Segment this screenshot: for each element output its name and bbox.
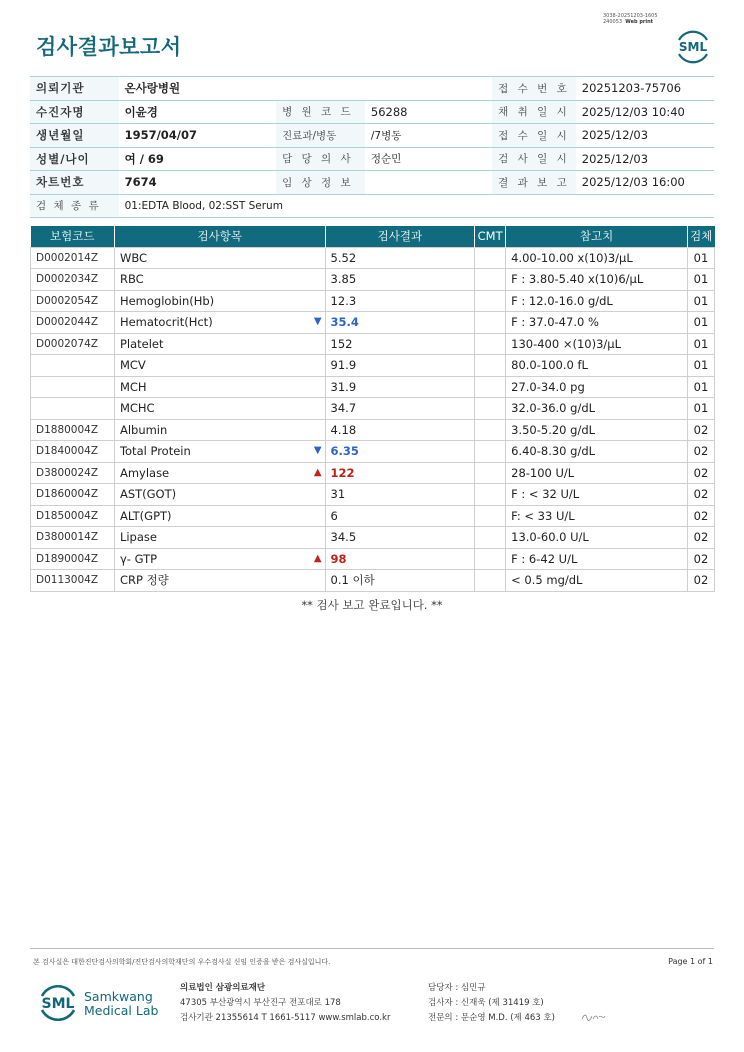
cell-specimen: 01 — [687, 247, 714, 269]
test-item-name: RBC — [119, 272, 144, 287]
organization-contact: 검사기관 21355614 T 1661-5117 www.smlab.co.kr — [180, 1013, 391, 1023]
cell-cmt — [475, 570, 506, 592]
cell-test-result: 5.52 — [325, 247, 475, 269]
sml-logo-icon — [36, 980, 80, 1024]
cell-reference-range: 3.50-5.20 g/dL — [506, 419, 688, 441]
value-collection-time: 2025/12/03 10:40 — [576, 100, 714, 124]
document-id-line1: 3038-20251203-1605 — [603, 13, 658, 19]
patient-info-table — [30, 76, 714, 218]
page-number: Page 1 of 1 — [668, 957, 713, 966]
cell-specimen: 01 — [687, 269, 714, 291]
cell-cmt — [475, 333, 506, 355]
low-flag-arrow-icon: ▼ — [313, 445, 322, 456]
label-hospital-code: 병 원 코 드 — [276, 100, 365, 124]
brand-line2: Medical Lab — [84, 1003, 159, 1018]
cell-insurance-code: D1890004Z — [31, 548, 115, 570]
cell-test-result: 91.9 — [325, 355, 475, 377]
result-row — [31, 312, 715, 334]
cell-test-result: 34.5 — [325, 527, 475, 549]
value-result-report: 2025/12/03 16:00 — [576, 171, 714, 195]
header-test-item: 검사항목 — [114, 226, 325, 247]
result-row — [31, 484, 715, 506]
high-flag-arrow-icon: ▲ — [313, 552, 322, 564]
cell-cmt — [475, 505, 506, 527]
organization-name: 의료법인 삼광의료재단 — [180, 983, 266, 993]
cell-cmt — [475, 462, 506, 484]
cell-reference-range: 4.00-10.00 x(10)3/μL — [506, 247, 688, 269]
cell-insurance-code: D3800014Z — [31, 527, 115, 549]
info-row — [30, 124, 714, 148]
value-test-date: 2025/12/03 — [576, 147, 714, 171]
test-item-name: Platelet — [119, 336, 164, 351]
cell-cmt — [475, 290, 506, 312]
organization-info — [180, 981, 390, 1026]
info-row — [30, 171, 714, 195]
result-row — [31, 570, 715, 592]
info-row — [30, 147, 714, 171]
cell-test-item — [114, 398, 325, 420]
test-item-name: WBC — [119, 250, 148, 265]
test-item-name: Total Protein — [119, 444, 191, 459]
cell-specimen: 02 — [687, 462, 714, 484]
cell-test-item — [114, 355, 325, 377]
result-row — [31, 441, 715, 463]
cell-insurance-code: D0002034Z — [31, 269, 115, 291]
result-row — [31, 376, 715, 398]
staff-specialist: 전문의 : 문순영 M.D. (제 463 호) — [428, 1013, 555, 1023]
cell-cmt — [475, 376, 506, 398]
cell-cmt — [475, 441, 506, 463]
cell-insurance-code: D0002054Z — [31, 290, 115, 312]
cell-specimen: 02 — [687, 419, 714, 441]
cell-insurance-code — [31, 376, 115, 398]
cell-cmt — [475, 527, 506, 549]
cell-insurance-code — [31, 398, 115, 420]
cell-test-result: 4.18 — [325, 419, 475, 441]
cell-test-item — [114, 333, 325, 355]
test-item-name: γ- GTP — [119, 551, 158, 566]
label-clinical-info: 임 상 정 보 — [276, 171, 365, 195]
cell-reference-range: F : 12.0-16.0 g/dL — [506, 290, 688, 312]
value-clinical-info — [365, 171, 492, 195]
value-patient-name: 이윤경 — [119, 100, 276, 124]
cell-cmt — [475, 548, 506, 570]
cell-cmt — [475, 269, 506, 291]
cell-specimen: 02 — [687, 484, 714, 506]
footer-divider — [30, 948, 714, 949]
staff-tester: 검사자 : 신재욱 (제 31419 호) — [428, 998, 544, 1008]
result-row — [31, 290, 715, 312]
cell-test-item — [114, 290, 325, 312]
cell-cmt — [475, 484, 506, 506]
cell-reference-range: 27.0-34.0 pg — [506, 376, 688, 398]
cell-cmt — [475, 398, 506, 420]
cell-test-result: 0.1 이하 — [325, 570, 475, 592]
cell-cmt — [475, 247, 506, 269]
test-item-name: AST(GOT) — [119, 487, 177, 502]
test-item-name: Hematocrit(Hct) — [119, 315, 213, 330]
cell-test-item — [114, 247, 325, 269]
sml-logo-icon — [673, 26, 713, 66]
cell-test-result: 98 — [325, 548, 475, 570]
label-requesting-institution: 의뢰기관 — [30, 77, 119, 101]
organization-address: 47305 부산광역시 부산진구 전포대로 178 — [180, 998, 341, 1008]
value-specimen-type: 01:EDTA Blood, 02:SST Serum — [119, 194, 714, 218]
value-physician: 정순민 — [365, 147, 492, 171]
value-birth-date: 1957/04/07 — [119, 124, 276, 148]
cell-specimen: 01 — [687, 355, 714, 377]
cell-insurance-code: D1850004Z — [31, 505, 115, 527]
certification-note: 본 검사실은 대한진단검사의학회/진단검사의학재단의 우수검사실 신임 인증을 받은 검사실입니다. — [33, 958, 331, 966]
value-accession-number: 20251203-75706 — [576, 77, 714, 101]
cell-test-result: 6.35 — [325, 441, 475, 463]
cell-specimen: 02 — [687, 570, 714, 592]
cell-test-item — [114, 570, 325, 592]
cell-insurance-code: D1880004Z — [31, 419, 115, 441]
cell-test-item — [114, 505, 325, 527]
cell-reference-range: 13.0-60.0 U/L — [506, 527, 688, 549]
value-hospital-code: 56288 — [365, 100, 492, 124]
cell-insurance-code: D1860004Z — [31, 484, 115, 506]
test-item-name: ALT(GPT) — [119, 508, 172, 523]
header-test-result: 검사결과 — [325, 226, 475, 247]
header-cmt: CMT — [475, 226, 506, 247]
test-item-name: Hemoglobin(Hb) — [119, 293, 215, 308]
cell-test-result: 31 — [325, 484, 475, 506]
cell-reference-range: F: < 33 U/L — [506, 505, 688, 527]
value-receipt-time: 2025/12/03 — [576, 124, 714, 148]
label-receipt-time: 접 수 일 시 — [492, 124, 576, 148]
cell-insurance-code: D3800024Z — [31, 462, 115, 484]
cell-specimen: 01 — [687, 312, 714, 334]
cell-test-result: 122 — [325, 462, 475, 484]
label-sex-age: 성별/나이 — [30, 147, 119, 171]
report-complete-note: ** 검사 보고 완료입니다. ** — [301, 598, 443, 612]
cell-reference-range: F : 6-42 U/L — [506, 548, 688, 570]
cell-test-result: 31.9 — [325, 376, 475, 398]
cell-insurance-code — [31, 355, 115, 377]
cell-specimen: 02 — [687, 505, 714, 527]
cell-test-item — [114, 548, 325, 570]
label-collection-time: 채 취 일 시 — [492, 100, 576, 124]
test-item-name: MCV — [119, 358, 146, 373]
cell-cmt — [475, 312, 506, 334]
logo-text: SML — [678, 40, 708, 54]
low-flag-arrow-icon: ▼ — [313, 316, 322, 327]
label-test-date: 검 사 일 시 — [492, 147, 576, 171]
label-result-report: 결 과 보 고 — [492, 171, 576, 195]
document-id — [603, 13, 658, 25]
cell-test-result: 3.85 — [325, 269, 475, 291]
cell-specimen: 01 — [687, 333, 714, 355]
value-requesting-institution: 온사랑병원 — [119, 77, 493, 101]
header-reference-range: 참고치 — [506, 226, 688, 247]
result-row — [31, 548, 715, 570]
cell-test-result: 12.3 — [325, 290, 475, 312]
label-specimen-type: 검 체 종 류 — [30, 194, 119, 218]
cell-reference-range: 28-100 U/L — [506, 462, 688, 484]
cell-reference-range: 32.0-36.0 g/dL — [506, 398, 688, 420]
cell-test-result: 152 — [325, 333, 475, 355]
info-row — [30, 77, 714, 101]
test-item-name: Albumin — [119, 422, 168, 437]
header-insurance-code: 보험코드 — [31, 226, 115, 247]
value-sex-age: 여 / 69 — [119, 147, 276, 171]
result-row — [31, 355, 715, 377]
test-item-name: MCH — [119, 379, 147, 394]
test-item-name: Amylase — [119, 465, 170, 480]
label-physician: 담 당 의 사 — [276, 147, 365, 171]
brand-name — [84, 990, 158, 1018]
logo-text: SML — [41, 996, 75, 1012]
test-item-name: CRP 정량 — [119, 573, 169, 588]
cell-insurance-code: D0002014Z — [31, 247, 115, 269]
cell-reference-range: F : 3.80-5.40 x(10)6/μL — [506, 269, 688, 291]
cell-test-result: 35.4 — [325, 312, 475, 334]
cell-reference-range: < 0.5 mg/dL — [506, 570, 688, 592]
test-item-name: Lipase — [119, 530, 157, 545]
cell-specimen: 02 — [687, 527, 714, 549]
cell-cmt — [475, 355, 506, 377]
label-birth-date: 생년월일 — [30, 124, 119, 148]
signature-icon — [580, 1011, 606, 1023]
cell-test-item — [114, 441, 325, 463]
cell-reference-range: F : 37.0-47.0 % — [506, 312, 688, 334]
label-chart-number: 차트번호 — [30, 171, 119, 195]
cell-test-item — [114, 527, 325, 549]
result-row — [31, 527, 715, 549]
test-item-name: MCHC — [119, 401, 155, 416]
cell-insurance-code: D0002074Z — [31, 333, 115, 355]
cell-test-item — [114, 269, 325, 291]
cell-cmt — [475, 419, 506, 441]
result-row — [31, 398, 715, 420]
brand-line1: Samkwang — [84, 989, 153, 1004]
label-patient-name: 수진자명 — [30, 100, 119, 124]
cell-test-item — [114, 376, 325, 398]
cell-specimen: 02 — [687, 548, 714, 570]
result-row — [31, 419, 715, 441]
cell-reference-range: 80.0-100.0 fL — [506, 355, 688, 377]
web-print-label: Web print — [625, 19, 654, 25]
cell-test-item — [114, 312, 325, 334]
result-row — [31, 247, 715, 269]
cell-specimen: 01 — [687, 398, 714, 420]
cell-reference-range: 130-400 ×(10)3/μL — [506, 333, 688, 355]
cell-insurance-code: D1840004Z — [31, 441, 115, 463]
cell-specimen: 01 — [687, 376, 714, 398]
info-row — [30, 100, 714, 124]
cell-test-item — [114, 462, 325, 484]
result-row — [31, 505, 715, 527]
cell-test-item — [114, 484, 325, 506]
result-row — [31, 269, 715, 291]
result-row — [31, 333, 715, 355]
staff-info — [428, 981, 555, 1026]
cell-test-result: 6 — [325, 505, 475, 527]
results-table — [30, 226, 715, 592]
cell-test-item — [114, 419, 325, 441]
cell-insurance-code: D0113004Z — [31, 570, 115, 592]
info-row — [30, 194, 714, 218]
high-flag-arrow-icon: ▲ — [313, 466, 322, 478]
cell-insurance-code: D0002044Z — [31, 312, 115, 334]
document-id-line2: 240053 — [603, 19, 623, 25]
cell-specimen: 01 — [687, 290, 714, 312]
value-chart-number: 7674 — [119, 171, 276, 195]
results-header-row — [31, 226, 715, 247]
staff-manager: 담당자 : 심민규 — [428, 983, 486, 993]
cell-test-result: 34.7 — [325, 398, 475, 420]
page-title: 검사결과보고서 — [36, 35, 182, 59]
value-department-ward: /7병동 — [365, 124, 492, 148]
cell-reference-range: F : < 32 U/L — [506, 484, 688, 506]
label-department-ward: 진료과/병동 — [276, 124, 365, 148]
cell-reference-range: 6.40-8.30 g/dL — [506, 441, 688, 463]
header-specimen: 검체 — [687, 226, 714, 247]
cell-specimen: 02 — [687, 441, 714, 463]
label-accession-number: 접 수 번 호 — [492, 77, 576, 101]
result-row — [31, 462, 715, 484]
